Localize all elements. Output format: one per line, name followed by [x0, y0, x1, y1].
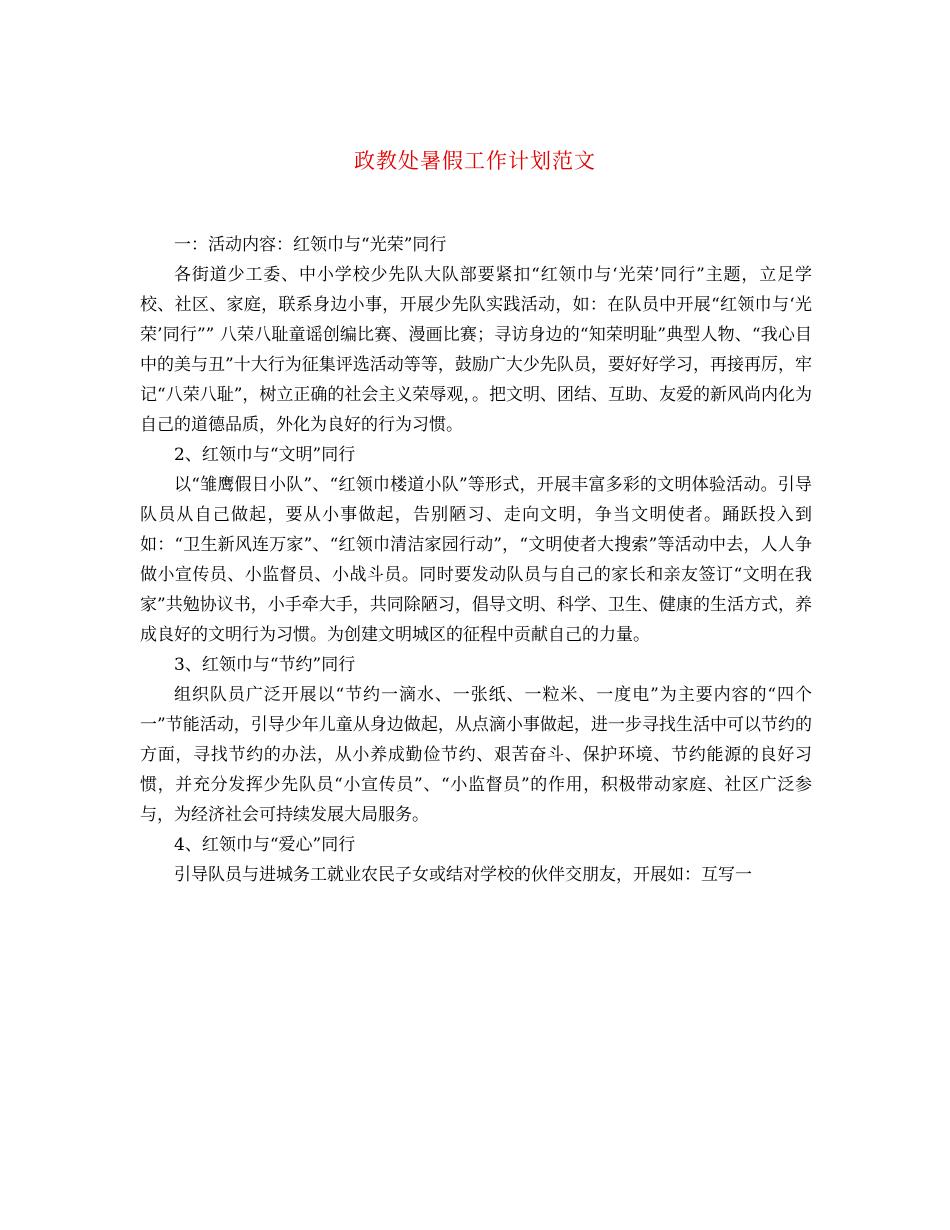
section-heading-3: 3、红领巾与“节约”同行 — [174, 655, 356, 675]
section-paragraph-4: 引导队员与进城务工就业农民子女或结对学校的伙伴交朋友，开展如：互写一 — [174, 865, 752, 885]
document-body — [140, 230, 812, 890]
section-heading-4: 4、红领巾与“爱心”同行 — [174, 835, 356, 855]
section-paragraph-3: 组织队员广泛开展以“节约一滴水、一张纸、一粒米、一度电”为主要内容的“四个一”节能活动，引导少年儿童从身边做起，从点滴小事做起，进一步寻找生活中可以节约的方面，寻找节约的办法，从小养成勤俭节约、艰苦奋斗、保护环境、节约能源的良好习惯，并充分发挥少先队员“小宣传员”、“小监督员”的作用，积极带动家庭、社区广泛参与，为经济社会可持续发展大局服务。 — [140, 685, 812, 825]
section-heading-2: 2、红领巾与“文明”同行 — [174, 445, 356, 465]
section-paragraph-1: 各街道少工委、中小学校少先队大队部要紧扣“红领巾与‘光荣’同行”主题，立足学校、社区、家庭，联系身边小事，开展少先队实践活动，如：在队员中开展“红领巾与‘光荣’同行”” 八荣八耻童谣创编比赛、漫画比赛；寻访身边的“知荣明耻”典型人物、“我心目中的美与丑”十大行为征集评选活动等等，鼓励广大少先队员，要好好学习，再接再厉，牢记“八荣八耻”，树立正确的社会主义荣辱观，。把文明、团结、互助、友爱的新风尚内化为自己的道德品质，外化为良好的行为习惯。 — [140, 265, 812, 435]
document-title: 政教处暑假工作计划范文 — [354, 149, 596, 173]
section-heading-1: 一：活动内容：红领巾与“光荣”同行 — [174, 235, 447, 255]
section-paragraph-2: 以“雏鹰假日小队”、“红领巾楼道小队”等形式，开展丰富多彩的文明体验活动。引导队员从自己做起，要从小事做起，告别陋习、走向文明，争当文明使者。踊跃投入到如：“卫生新风连万家”、“红领巾清洁家园行动”，“文明使者大搜索”等活动中去，人人争做小宣传员、小监督员、小战斗员。同时要发动队员与自己的家长和亲友签订“文明在我家”共勉协议书，小手牵大手，共同除陋习，倡导文明、科学、卫生、健康的生活方式，养成良好的文明行为习惯。为创建文明城区的征程中贡献自己的力量。 — [140, 475, 812, 645]
